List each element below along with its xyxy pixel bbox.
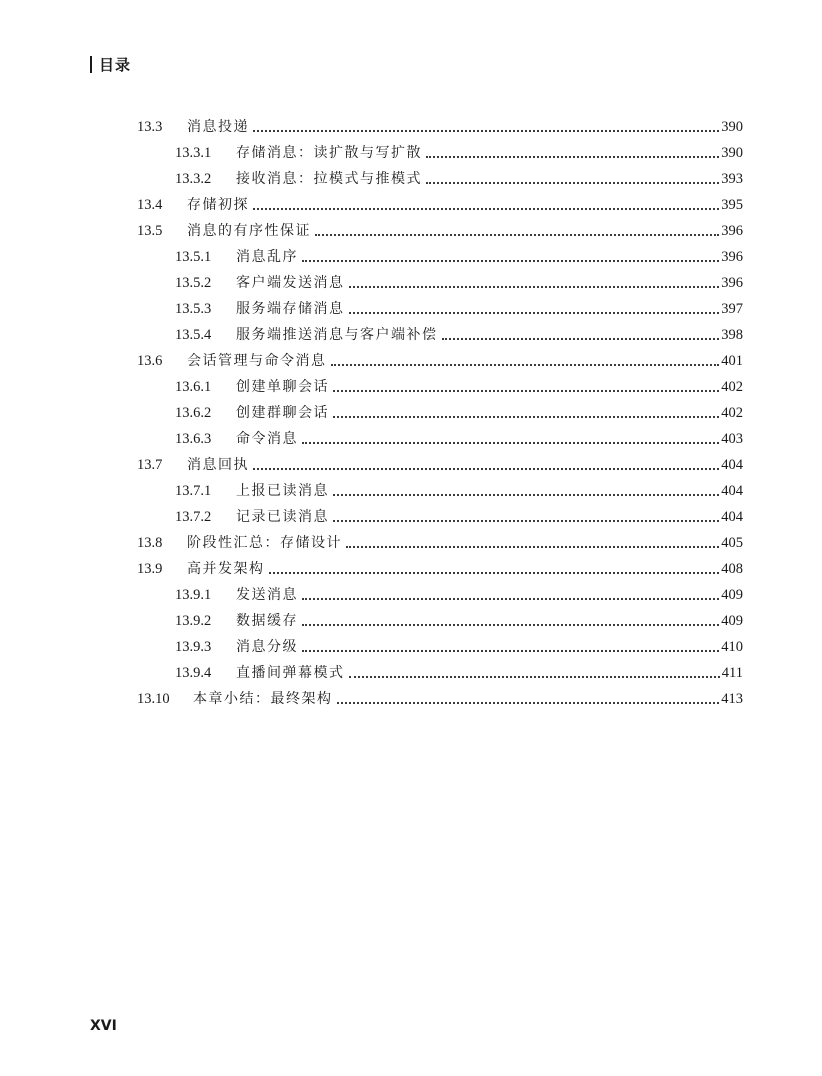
toc-entry-title: 存储消息：读扩散与写扩散 <box>236 145 422 161</box>
toc-subsection-row[interactable] <box>137 318 743 344</box>
toc-subsection-row[interactable] <box>137 396 743 422</box>
toc-dot-leader <box>302 624 719 626</box>
toc-entry-number: 13.10 <box>137 691 170 707</box>
toc-dot-leader <box>349 676 720 678</box>
toc-entry-title: 服务端推送消息与客户端补偿 <box>236 327 438 343</box>
toc-entry-title: 数据缓存 <box>236 613 298 629</box>
toc-dot-leader <box>426 182 719 184</box>
toc-subsection-row[interactable] <box>137 292 743 318</box>
toc-section-row[interactable] <box>137 344 743 370</box>
toc-dot-leader <box>253 208 719 210</box>
toc-entry-number: 13.6.3 <box>175 431 212 447</box>
toc-dot-leader <box>442 338 720 340</box>
toc-entry-title: 消息乱序 <box>236 249 298 265</box>
toc-dot-leader <box>333 494 719 496</box>
toc-entry-number: 13.4 <box>137 197 163 213</box>
toc-entry-title: 上报已读消息 <box>236 483 329 499</box>
toc-entry-page: 408 <box>721 561 743 577</box>
toc-entry-number: 13.5.4 <box>175 327 212 343</box>
toc-entry-title: 直播间弹幕模式 <box>236 665 345 681</box>
toc-entry-number: 13.9.3 <box>175 639 212 655</box>
toc-entry-title: 高并发架构 <box>187 561 265 577</box>
toc-entry-number: 13.9.4 <box>175 665 212 681</box>
toc-entry-page: 396 <box>721 275 743 291</box>
toc-dot-leader <box>333 520 719 522</box>
toc-section-row[interactable] <box>137 110 743 136</box>
toc-entry-page: 401 <box>721 353 743 369</box>
toc-entry-title: 本章小结：最终架构 <box>193 691 333 707</box>
toc-dot-leader <box>337 702 720 704</box>
toc-entry-page: 402 <box>721 405 743 421</box>
toc-subsection-row[interactable] <box>137 422 743 448</box>
toc-entry-page: 410 <box>721 639 743 655</box>
toc-entry-title: 消息的有序性保证 <box>187 223 311 239</box>
toc-entry-title: 创建单聊会话 <box>236 379 329 395</box>
toc-section-row[interactable] <box>137 188 743 214</box>
toc-entry-page: 404 <box>721 483 743 499</box>
toc-entry-page: 404 <box>721 509 743 525</box>
toc-entry-title: 服务端存储消息 <box>236 301 345 317</box>
toc-entry-number: 13.3.1 <box>175 145 212 161</box>
toc-entry-title: 记录已读消息 <box>236 509 329 525</box>
toc-entry-page: 396 <box>721 223 743 239</box>
toc-entry-page: 395 <box>721 197 743 213</box>
toc-subsection-row[interactable] <box>137 240 743 266</box>
toc-dot-leader <box>302 598 719 600</box>
toc-entry-number: 13.5.2 <box>175 275 212 291</box>
toc-entry-page: 397 <box>721 301 743 317</box>
toc-entry-number: 13.5 <box>137 223 163 239</box>
toc-entry-number: 13.5.1 <box>175 249 212 265</box>
toc-dot-leader <box>333 390 719 392</box>
toc-subsection-row[interactable] <box>137 266 743 292</box>
toc-entry-page: 411 <box>721 665 743 681</box>
page-header <box>90 53 131 75</box>
toc-entry-page: 402 <box>721 379 743 395</box>
toc-entry-title: 命令消息 <box>236 431 298 447</box>
toc-entry-number: 13.7.2 <box>175 509 212 525</box>
toc-entry-title: 消息回执 <box>187 457 249 473</box>
toc-subsection-row[interactable] <box>137 500 743 526</box>
toc-dot-leader <box>346 546 719 548</box>
toc-entry-page: 390 <box>721 145 743 161</box>
toc-entry-page: 396 <box>721 249 743 265</box>
page-number: XVI <box>90 1018 117 1034</box>
table-of-contents <box>137 110 743 708</box>
toc-section-row[interactable] <box>137 526 743 552</box>
toc-entry-number: 13.9.2 <box>175 613 212 629</box>
toc-dot-leader <box>333 416 719 418</box>
toc-section-row[interactable] <box>137 682 743 708</box>
toc-dot-leader <box>253 468 719 470</box>
toc-entry-title: 消息投递 <box>187 119 249 135</box>
toc-entry-page: 409 <box>721 587 743 603</box>
toc-entry-number: 13.9 <box>137 561 163 577</box>
toc-entry-title: 阶段性汇总：存储设计 <box>187 535 342 551</box>
toc-entry-page: 398 <box>721 327 743 343</box>
toc-subsection-row[interactable] <box>137 370 743 396</box>
toc-entry-title: 客户端发送消息 <box>236 275 345 291</box>
toc-subsection-row[interactable] <box>137 630 743 656</box>
toc-entry-number: 13.6.2 <box>175 405 212 421</box>
toc-dot-leader <box>331 364 720 366</box>
toc-entry-number: 13.7.1 <box>175 483 212 499</box>
toc-entry-title: 接收消息：拉模式与推模式 <box>236 171 422 187</box>
toc-subsection-row[interactable] <box>137 136 743 162</box>
toc-entry-page: 393 <box>721 171 743 187</box>
toc-subsection-row[interactable] <box>137 604 743 630</box>
toc-entry-title: 会话管理与命令消息 <box>187 353 327 369</box>
toc-section-row[interactable] <box>137 552 743 578</box>
toc-entry-number: 13.3 <box>137 119 163 135</box>
toc-entry-title: 创建群聊会话 <box>236 405 329 421</box>
toc-entry-title: 消息分级 <box>236 639 298 655</box>
toc-entry-page: 403 <box>721 431 743 447</box>
toc-dot-leader <box>349 286 720 288</box>
toc-dot-leader <box>302 650 719 652</box>
toc-entry-page: 405 <box>721 535 743 551</box>
toc-subsection-row[interactable] <box>137 656 743 682</box>
toc-entry-page: 390 <box>721 119 743 135</box>
page-title: 目录 <box>99 55 132 74</box>
toc-section-row[interactable] <box>137 448 743 474</box>
toc-entry-title: 发送消息 <box>236 587 298 603</box>
toc-subsection-row[interactable] <box>137 162 743 188</box>
toc-entry-number: 13.7 <box>137 457 163 473</box>
header-bar <box>90 56 92 73</box>
toc-dot-leader <box>349 312 720 314</box>
toc-dot-leader <box>269 572 720 574</box>
toc-section-row[interactable] <box>137 214 743 240</box>
toc-dot-leader <box>426 156 719 158</box>
toc-entry-number: 13.6 <box>137 353 163 369</box>
toc-entry-title: 存储初探 <box>187 197 249 213</box>
toc-dot-leader <box>315 234 719 236</box>
toc-entry-page: 409 <box>721 613 743 629</box>
toc-entry-number: 13.3.2 <box>175 171 212 187</box>
toc-dot-leader <box>253 130 719 132</box>
toc-entry-number: 13.5.3 <box>175 301 212 317</box>
toc-dot-leader <box>302 442 719 444</box>
toc-entry-page: 413 <box>721 691 743 707</box>
toc-entry-number: 13.8 <box>137 535 163 551</box>
toc-entry-page: 404 <box>721 457 743 473</box>
toc-entry-number: 13.9.1 <box>175 587 212 603</box>
toc-subsection-row[interactable] <box>137 578 743 604</box>
toc-dot-leader <box>302 260 719 262</box>
toc-entry-number: 13.6.1 <box>175 379 212 395</box>
toc-subsection-row[interactable] <box>137 474 743 500</box>
